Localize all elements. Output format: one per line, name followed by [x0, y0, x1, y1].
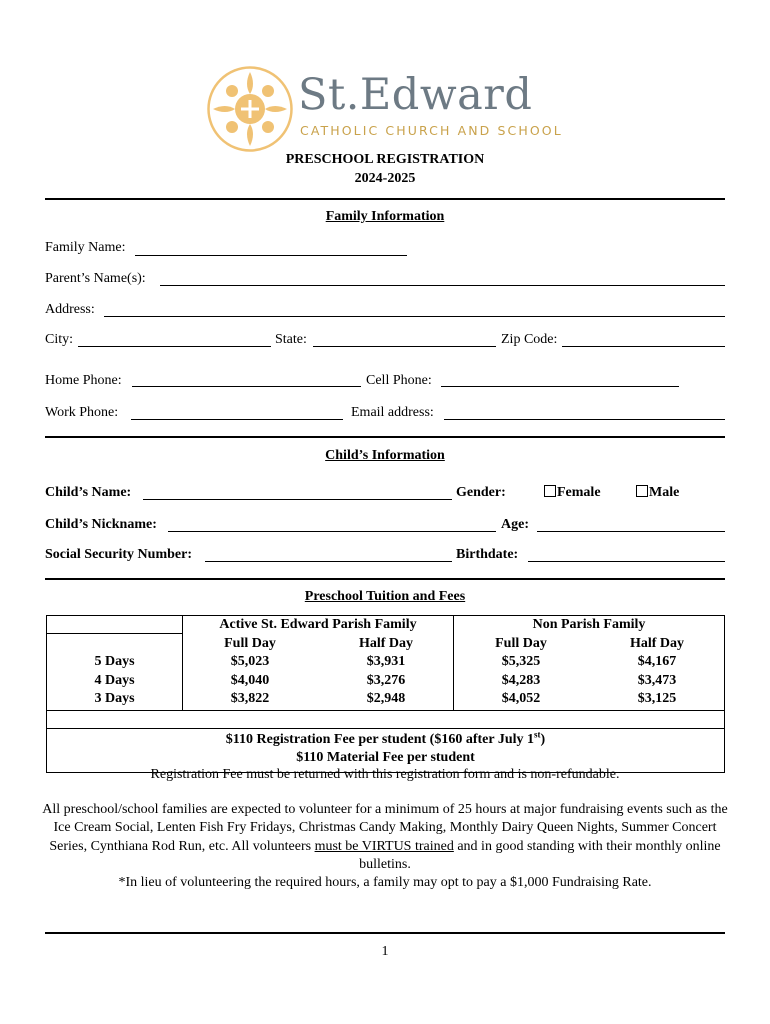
logo-title: St.Edward: [298, 70, 533, 120]
parish-full-day-header: Full Day: [224, 636, 276, 651]
work-phone-label: Work Phone:: [45, 405, 119, 420]
nonparish-half-day-header: Half Day: [629, 636, 685, 651]
school-year: 2024-2025: [354, 171, 416, 186]
price-cell: $5,023: [230, 654, 270, 669]
divider: [45, 932, 725, 934]
family-name-field[interactable]: [135, 255, 407, 256]
price-cell: $4,040: [230, 673, 270, 688]
birthdate-label: Birthdate:: [456, 547, 519, 562]
work-phone-field[interactable]: [131, 419, 343, 420]
city-label: City:: [45, 332, 74, 347]
email-field[interactable]: [444, 419, 725, 420]
email-label: Email address:: [351, 405, 434, 420]
zip-field[interactable]: [562, 346, 725, 347]
family-section-title: Family Information: [325, 209, 445, 224]
home-phone-label: Home Phone:: [45, 373, 122, 388]
price-cell: $3,822: [230, 691, 270, 706]
birthdate-field[interactable]: [528, 561, 725, 562]
gender-female-option[interactable]: Female: [544, 485, 601, 501]
parish-half-day-header: Half Day: [358, 636, 414, 651]
home-phone-field[interactable]: [132, 386, 361, 387]
parents-name-label: Parent’s Name(s):: [45, 271, 146, 286]
age-field[interactable]: [537, 531, 725, 532]
divider: [45, 436, 725, 438]
child-nickname-field[interactable]: [168, 531, 496, 532]
price-cell: $3,931: [366, 654, 406, 669]
in-lieu-note: *In lieu of volunteering the required hours, a family may opt to pay a $1,000 Fundraising Rate.: [118, 875, 652, 890]
age-label: Age:: [501, 517, 529, 532]
zip-label: Zip Code:: [501, 332, 558, 347]
price-cell: $3,276: [366, 673, 406, 688]
tuition-table: [46, 615, 725, 773]
price-cell: $3,473: [637, 673, 677, 688]
page-number: 1: [381, 944, 389, 959]
family-name-label: Family Name:: [45, 240, 126, 255]
price-cell: $4,167: [637, 654, 677, 669]
parish-family-header: Active St. Edward Parish Family: [219, 617, 417, 632]
city-field[interactable]: [78, 346, 271, 347]
tuition-section-title: Preschool Tuition and Fees: [304, 589, 466, 604]
cell-phone-field[interactable]: [441, 386, 679, 387]
row-label: 4 Days: [94, 673, 135, 688]
price-cell: $4,052: [501, 691, 541, 706]
child-nickname-label: Child’s Nickname:: [45, 517, 157, 532]
address-label: Address:: [45, 302, 95, 317]
price-cell: $3,125: [637, 691, 677, 706]
child-section-title: Child’s Information: [325, 448, 445, 463]
gender-label: Gender:: [456, 485, 506, 500]
divider: [45, 198, 725, 200]
male-checkbox[interactable]: [636, 485, 648, 497]
state-label: State:: [275, 332, 307, 347]
ssn-field[interactable]: [205, 561, 452, 562]
row-label: 5 Days: [94, 654, 135, 669]
registration-fee: $110 Registration Fee per student ($160 after July 1st): [225, 729, 546, 747]
price-cell: $4,283: [501, 673, 541, 688]
gender-male-option[interactable]: Male: [636, 485, 679, 501]
price-cell: $2,948: [366, 691, 406, 706]
parents-name-field[interactable]: [160, 285, 725, 286]
volunteer-note: All preschool/school families are expected to volunteer for a minimum of 25 hours at major fundraising events such as the Ice Cream Social, Lenten Fish Fry Fridays, Christmas Candy Making, Monthly Dairy Queen Nights, Summer Concert Series, Cynthiana Rod Run, etc. All volunteers must be VIRTUS trained and in good standing with their monthly online bulletins.: [42, 802, 728, 873]
cross-emblem-icon: [207, 66, 293, 152]
price-cell: $5,325: [501, 654, 541, 669]
child-name-label: Child’s Name:: [45, 485, 132, 500]
row-label: 3 Days: [94, 691, 135, 706]
material-fee: $110 Material Fee per student: [296, 750, 475, 765]
child-name-field[interactable]: [143, 499, 452, 500]
nonparish-full-day-header: Full Day: [495, 636, 547, 651]
refund-note: Registration Fee must be returned with this registration form and is non-refundable.: [150, 767, 620, 782]
cell-phone-label: Cell Phone:: [366, 373, 432, 388]
logo-subtitle: CATHOLIC CHURCH AND SCHOOL: [300, 123, 563, 138]
address-field[interactable]: [104, 316, 725, 317]
female-checkbox[interactable]: [544, 485, 556, 497]
page-title: PRESCHOOL REGISTRATION: [285, 152, 485, 167]
divider: [45, 578, 725, 580]
state-field[interactable]: [313, 346, 496, 347]
nonparish-family-header: Non Parish Family: [532, 617, 646, 632]
ssn-label: Social Security Number:: [45, 547, 192, 562]
